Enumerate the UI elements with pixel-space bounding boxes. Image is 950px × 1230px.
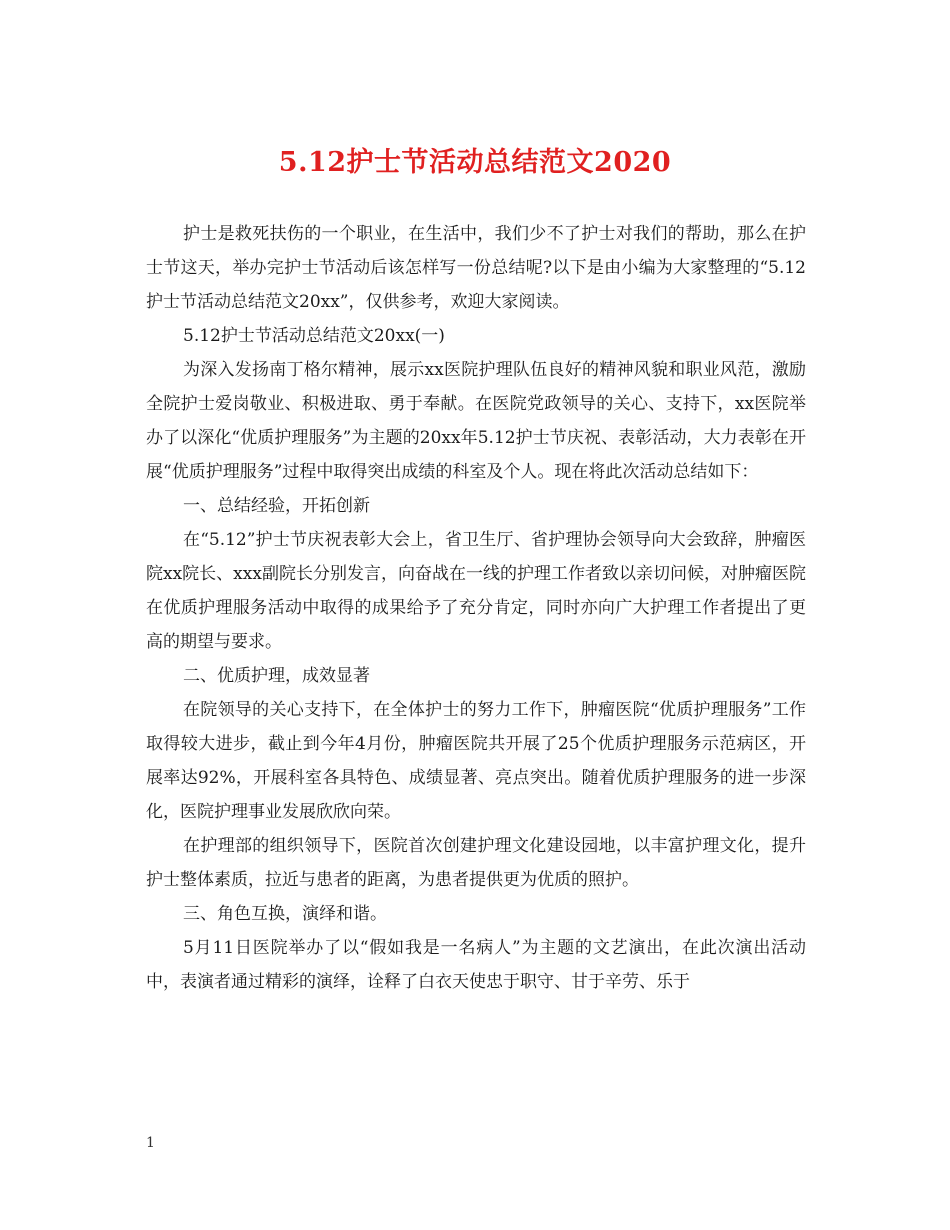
paragraph-nursing-culture: 在护理部的组织领导下，医院首次创建护理文化建设园地，以丰富护理文化，提升护士整体素质，拉近与患者的距离，为患者提供更为优质的照护。	[146, 836, 806, 890]
document-body	[146, 217, 806, 999]
paragraph-quality-care: 在院领导的关心支持下，在全体护士的努力工作下，肿瘤医院“优质护理服务”工作取得较大进步，截止到今年4月份，肿瘤医院共开展了25个优质护理服务示范病区，开展率达92%，开展科室各具特色、成绩显著、亮点突出。随着优质护理服务的进一步深化，医院护理事业发展欣欣向荣。	[146, 700, 806, 822]
paragraph-heading-1: 一、总结经验，开拓创新	[183, 496, 370, 516]
paragraph-background: 为深入发扬南丁格尔精神，展示xx医院护理队伍良好的精神风貌和职业风范，激励全院护士爱岗敬业、积极进取、勇于奉献。在医院党政领导的关心、支持下，xx医院举办了以深化“优质护理服务”为主题的20xx年5.12护士节庆祝、表彰活动，大力表彰在开展“优质护理服务”过程中取得突出成绩的科室及个人。现在将此次活动总结如下：	[146, 360, 806, 482]
page-title: 5.12护士节活动总结范文2020	[278, 147, 672, 178]
paragraph-section-heading: 5.12护士节活动总结范文20xx(一)	[183, 326, 445, 346]
paragraph-ceremony: 在“5.12”护士节庆祝表彰大会上，省卫生厅、省护理协会领导向大会致辞，肿瘤医院xx院长、xxx副院长分别发言，向奋战在一线的护理工作者致以亲切问候，对肿瘤医院在优质护理服务活动中取得的成果给予了充分肯定，同时亦向广大护理工作者提出了更高的期望与要求。	[146, 530, 806, 652]
paragraph-heading-3: 三、角色互换，演绎和谐。	[183, 904, 387, 924]
paragraph-heading-2: 二、优质护理，成效显著	[183, 666, 370, 686]
paragraph-intro: 护士是救死扶伤的一个职业，在生活中，我们少不了护士对我们的帮助，那么在护士节这天，举办完护士节活动后该怎样写一份总结呢?以下是由小编为大家整理的“5.12护士节活动总结范文20xx”，仅供参考，欢迎大家阅读。	[146, 224, 806, 312]
page-number: 1	[146, 1135, 155, 1151]
paragraph-performance: 5月11日医院举办了以“假如我是一名病人”为主题的文艺演出，在此次演出活动中，表演者通过精彩的演绎，诠释了白衣天使忠于职守、甘于辛劳、乐于	[146, 938, 806, 992]
